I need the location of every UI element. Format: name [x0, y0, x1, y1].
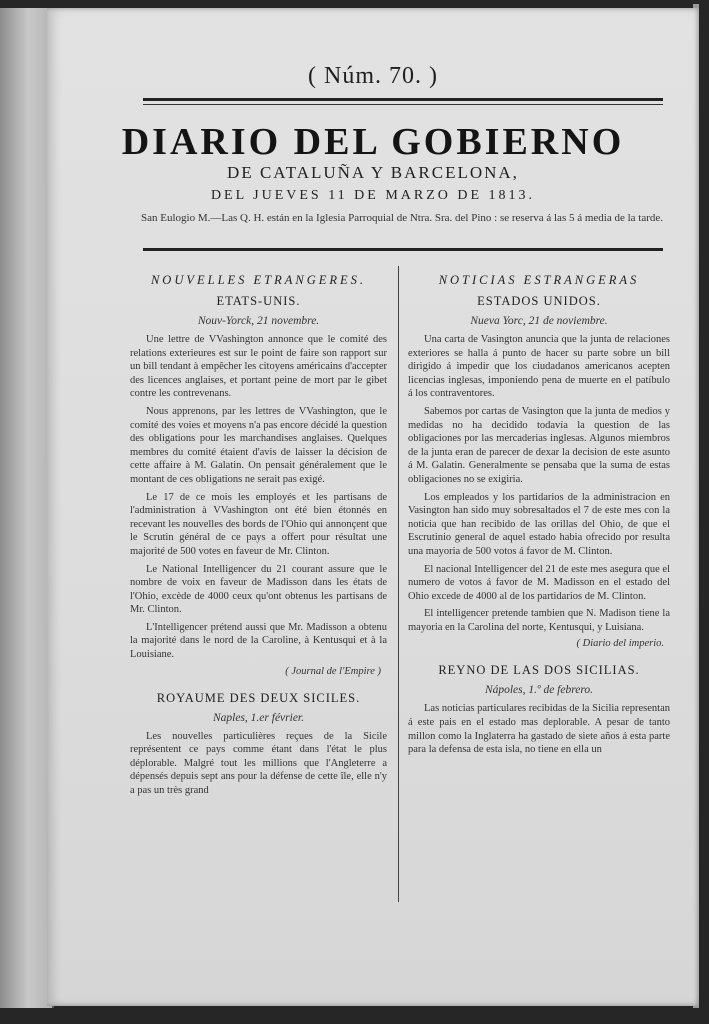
spanish-paragraph-last: Las noticias particulares recibidas de la Sicilia representan á este pais en el estado mas deplorable. A pesar de tanto millon como la Inglaterra ha gastado de siete años á esta parte para la defensa de esta isla, no tiene en ella un: [408, 703, 670, 756]
spanish-section-sicily: REYNO DE LAS DOS SICILIAS.: [438, 663, 640, 678]
french-paragraph: Le 17 de ce mois les employés et les partisans de l'administration à VVashington ont été bien étonnés en recevant les nouvelles des bords de l'Ohio qui annonçent que le Scrutin général de ce pays a offert pour résultat une majorité de 500 votes en faveur de Mr. Clinton.: [130, 491, 387, 557]
spanish-paragraph: El intelligencer pretende tambien que N. Madison tiene la mayoria en la Carolina del norte, Kentusqui, y Luisiana.: [408, 608, 670, 633]
newspaper-title: DIARIO DEL GOBIERNO: [121, 121, 625, 163]
french-heading: NOUVELLES ETRANGERES.: [150, 273, 367, 287]
spanish-source: ( Diario del imperio.: [576, 638, 664, 650]
french-paragraph: Le National Intelligencer du 21 courant assure que le nombre de voix en faveur de Madisson dans les états de l'Ohio, excède de 4000 ceux qu'ont obtenus les partisans de Mr. Clinton.: [130, 563, 387, 616]
french-column: [130, 273, 387, 802]
spanish-paragraph: El nacional Intelligencer del 21 de este mes asegura que el numero de votos á favor de M. Madisson en el estado del Ohio excede de 4000 al de los partidarios de M. Clinton.: [408, 563, 670, 602]
french-source: ( Journal de l'Empire ): [285, 665, 381, 677]
header-rule-top-thin: [143, 104, 663, 105]
french-paragraph: Nous apprenons, par les lettres de VVashington, que le comité des voies et moyens n'a pas encore décidé la question des obligations pour les marchandises anglaises. Quelques membres du comité étaient d'avis de laisser la décision de cette affaire à M. Galatin. On pensait généralement que le montant de ces obligations ne serait pas exigé.: [130, 405, 387, 485]
spanish-dateline-naples: Nápoles, 1.º de febrero.: [484, 684, 594, 697]
column-divider: [398, 266, 399, 902]
header-rule-bottom: [143, 248, 663, 251]
french-paragraph: Une lettre de VVashington annonce que le comité des relations exterieures est sur le point de faire son rapport sur un bill tendant à empêcher les citoyens américains d'accepter des licences anglaises, et portant peine de mort par le gibet contre les contrevenans.: [130, 334, 387, 400]
french-paragraph-last: Les nouvelles particulières reçues de la Sicile représentent ce pays comme étant dans l'état le plus déplorable. Malgré tout les millions que l'Angleterre a dépensés depuis sept ans pour la défense de cette île, elle n'y a pas un très grand: [130, 730, 387, 797]
french-paragraph: L'Intelligencer prétend aussi que Mr. Madisson a obtenu la majorité dans le nord de la Caroline, à Kentusqui et à la Louisiane.: [130, 621, 387, 661]
french-section-sicily: ROYAUME DES DEUX SICILES.: [156, 690, 361, 705]
spanish-dateline-newyork: Nueva Yorc, 21 de noviembre.: [470, 315, 608, 327]
spanish-heading: NOTICIAS ESTRANGERAS: [438, 273, 640, 287]
church-notice: San Eulogio M.—Las Q. H. están en la Iglesia Parroquial de Ntra. Sra. del Pino : se reserva á las 5 á media de la tarde.: [141, 212, 664, 224]
spanish-paragraph: Los empleados y los partidarios de la administracion en Vasington han sido muy sobresaltados el 7 de este mes con la noticia que han recibido de las orillas del Ohio, de que el Escrutinio general de aquel estado habia ofrecido por resulta una mayoria de 500 votos á favor de M. Clinton.: [408, 491, 670, 557]
spanish-paragraph: Sabemos por cartas de Vasington que la junta de medios y medidas no ha decidido todavía la question de las obligaciones por las mercaderias inglesas. Algunos miembros de la junta eran de parecer de dexar la decision de este asunto á M. Galatin. Generalmente se pensaba que la suma de estas obligaciones no se exigiria.: [408, 405, 670, 485]
left-page-edge: [0, 8, 54, 1008]
newspaper-subtitle: DE CATALUÑA Y BARCELONA,: [227, 163, 519, 182]
spanish-column: [408, 273, 670, 761]
french-section-usa: ETATS-UNIS.: [216, 294, 301, 308]
french-dateline-naples: Naples, 1.er février.: [212, 711, 305, 724]
newspaper-page: [47, 8, 699, 1006]
header-rule-top: [143, 98, 663, 101]
issue-date: DEL JUEVES 11 DE MARZO DE 1813.: [210, 188, 536, 203]
spanish-paragraph: Una carta de Vasington anuncia que la junta de relaciones exteriores se halla á punto de hacer su parte sobre un bill dirigido á impedir que los ciudadanos americanos acepten licencias inglesas, imponiendo pena de muerte en el patíbulo á los contraventores.: [408, 334, 670, 400]
issue-number: ( Núm. 70. ): [308, 63, 438, 89]
spanish-section-usa: ESTADOS UNIDOS.: [477, 294, 601, 308]
french-dateline-newyork: Nouv-Yorck, 21 novembre.: [197, 315, 320, 327]
